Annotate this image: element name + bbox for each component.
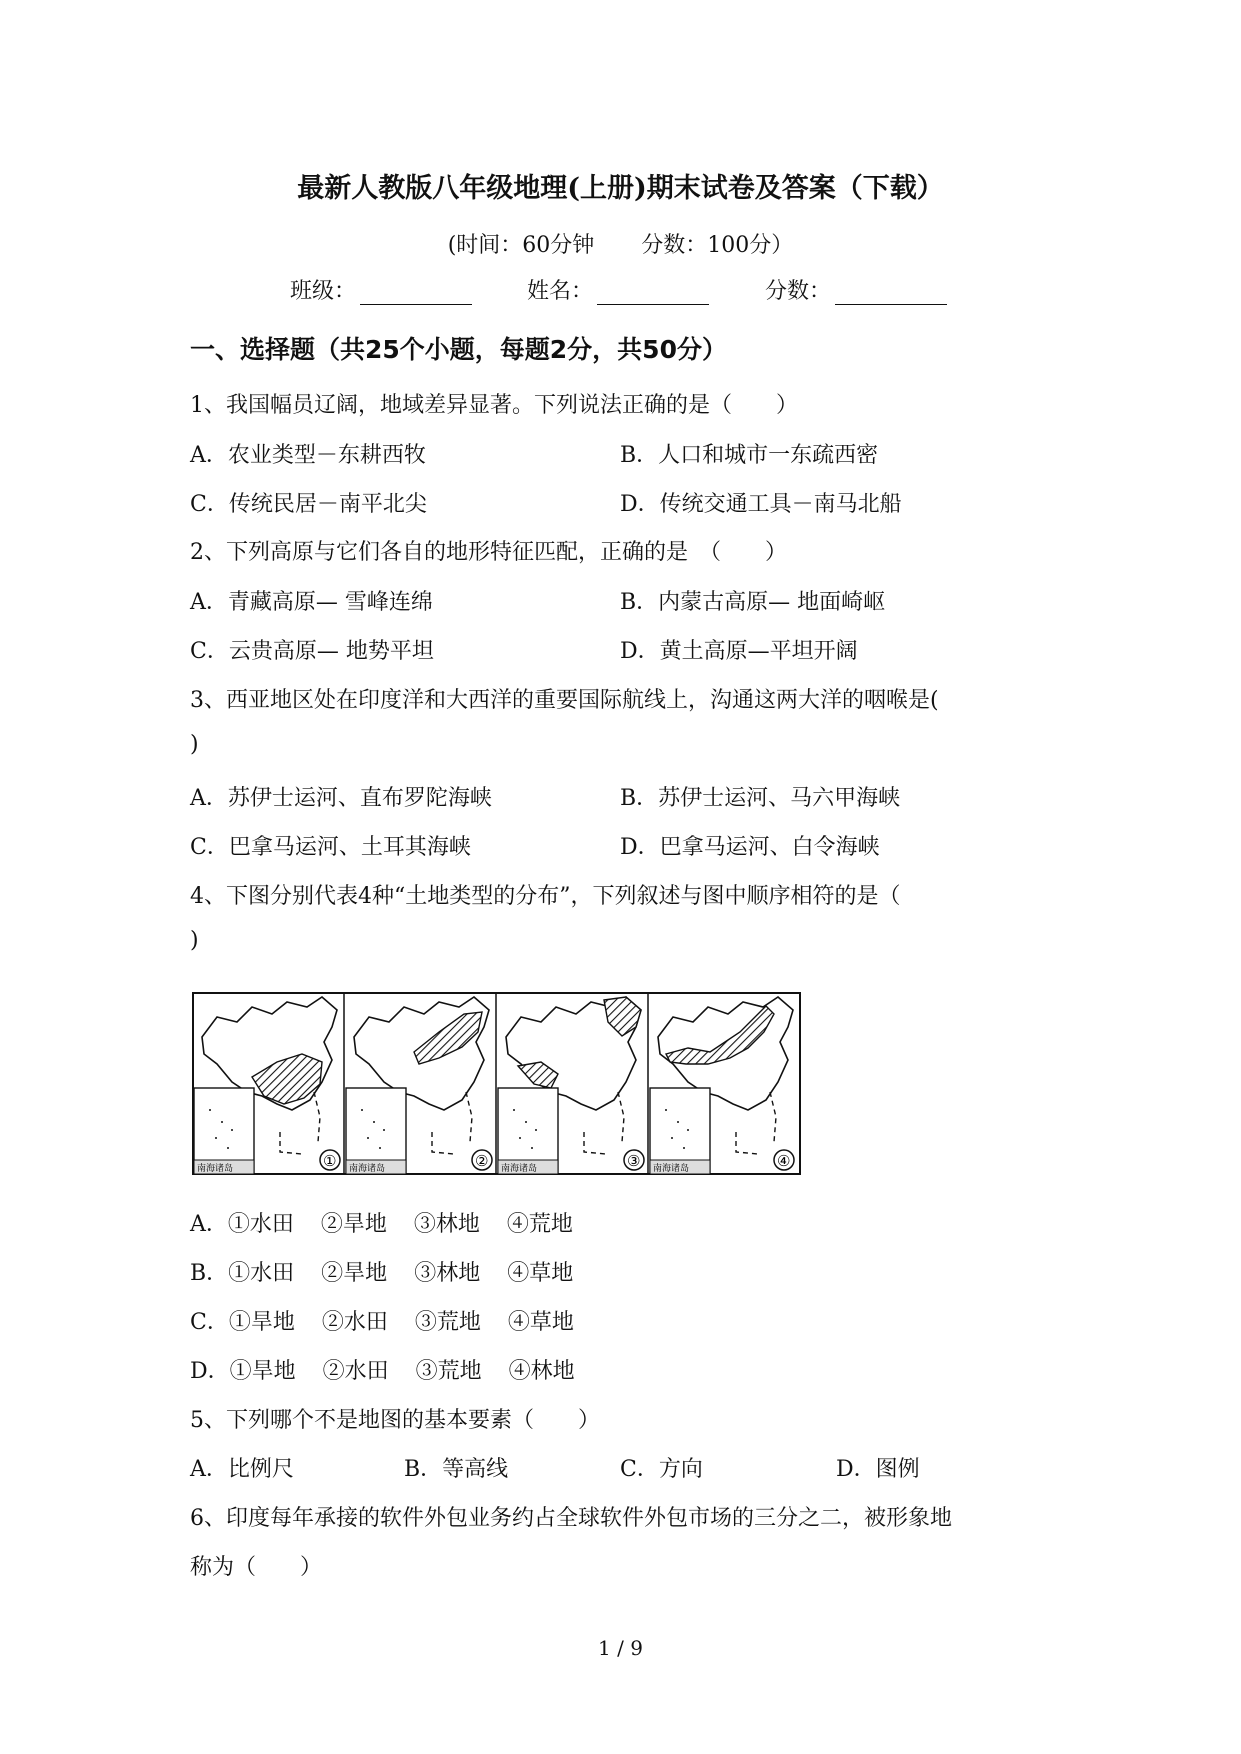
q5-option-c: C．方向 — [620, 1457, 703, 1482]
map1-inset-label: 南海诸岛 — [197, 1164, 234, 1174]
q5-option-d: D．图例 — [836, 1457, 920, 1482]
q2-option-d: D．黄土高原—平坦开阔 — [620, 639, 858, 664]
map-number-3: ③ — [627, 1152, 641, 1170]
exam-info — [0, 228, 1241, 259]
q3-option-b: B．苏伊士运河、马六甲海峡 — [620, 786, 901, 811]
map2-inset-label: 南海诸岛 — [349, 1164, 386, 1174]
q4d-part3: ③荒地 — [415, 1359, 482, 1384]
q4c-part3: ③荒地 — [414, 1310, 481, 1335]
question-1-stem: 1、我国幅员辽阔，地域差异显著。下列说法正确的是（ ） — [190, 393, 798, 418]
score-field — [765, 274, 947, 305]
question-3-stem-cont: ) — [190, 732, 199, 757]
q2-option-b: B．内蒙古高原— 地面崎岖 — [620, 590, 886, 615]
q4c-part2: ②水田 — [321, 1310, 388, 1335]
q4-option-b — [190, 1256, 573, 1287]
class-field — [290, 274, 472, 305]
q4a-part3: ③林地 — [413, 1212, 480, 1237]
q4a-part2: ②旱地 — [320, 1212, 387, 1237]
question-4-stem-cont: ) — [190, 928, 199, 953]
q4d-part4: ④林地 — [508, 1359, 575, 1384]
name-label: 姓名： — [527, 279, 594, 304]
q4a-part4: ④荒地 — [506, 1212, 573, 1237]
q3-option-a: A．苏伊士运河、直布罗陀海峡 — [190, 786, 492, 811]
q3-option-c: C．巴拿马运河、土耳其海峡 — [190, 835, 471, 860]
q2-option-a: A．青藏高原— 雪峰连绵 — [190, 590, 433, 615]
q4c-part4: ④草地 — [507, 1310, 574, 1335]
map-number-4: ④ — [777, 1152, 791, 1170]
map-number-1: ① — [323, 1152, 337, 1170]
section-heading: 一、选择题（共25个小题，每题2分，共50分） — [190, 335, 727, 364]
name-blank[interactable] — [597, 278, 709, 305]
question-2-stem: 2、下列高原与它们各自的地形特征匹配，正确的是 （ ） — [190, 540, 787, 565]
page-number: 1 / 9 — [598, 1636, 643, 1660]
q5-option-b: B．等高线 — [404, 1457, 509, 1482]
q4b-part3: ③林地 — [414, 1261, 481, 1286]
page-title: 最新人教版八年级地理(上册)期末试卷及答案（下载） — [297, 173, 944, 204]
q4-option-c — [190, 1305, 574, 1336]
q2-option-c: C．云贵高原— 地势平坦 — [190, 639, 434, 664]
map-number-2: ② — [475, 1152, 489, 1170]
q4a-part1: A．①水田 — [190, 1212, 294, 1237]
land-type-maps-figure — [192, 992, 801, 1175]
name-field — [527, 274, 709, 305]
q3-option-d: D．巴拿马运河、白令海峡 — [620, 835, 880, 860]
question-6-stem: 6、印度每年承接的软件外包业务约占全球软件外包市场的三分之二，被形象地 — [190, 1506, 952, 1531]
question-3-stem: 3、西亚地区处在印度洋和大西洋的重要国际航线上，沟通这两大洋的咽喉是( — [190, 688, 939, 713]
map3-inset-label: 南海诸岛 — [501, 1164, 538, 1174]
q4-option-a — [190, 1207, 573, 1238]
q4b-part4: ④草地 — [507, 1261, 574, 1286]
q4b-part2: ②旱地 — [321, 1261, 388, 1286]
question-5-stem: 5、下列哪个不是地图的基本要素（ ） — [190, 1408, 600, 1433]
q1-option-d: D．传统交通工具－南马北船 — [620, 492, 902, 517]
question-4-stem: 4、下图分别代表4种“土地类型的分布”，下列叙述与图中顺序相符的是（ — [190, 884, 901, 909]
map4-inset-label: 南海诸岛 — [653, 1164, 690, 1174]
q4d-part2: ②水田 — [322, 1359, 389, 1384]
score-blank[interactable] — [835, 278, 947, 305]
exam-total-score: 分数：100分） — [641, 233, 794, 258]
score-label: 分数： — [765, 279, 832, 304]
class-label: 班级： — [290, 279, 357, 304]
q5-option-a: A．比例尺 — [190, 1457, 294, 1482]
q1-option-b: B．人口和城市一东疏西密 — [620, 443, 879, 468]
q4c-part1: C．①旱地 — [190, 1310, 295, 1335]
q1-option-c: C．传统民居－南平北尖 — [190, 492, 427, 517]
exam-time: (时间：60分钟 — [447, 233, 595, 258]
class-blank[interactable] — [360, 278, 472, 305]
q4b-part1: B．①水田 — [190, 1261, 295, 1286]
q4-option-d — [190, 1354, 575, 1385]
q4d-part1: D．①旱地 — [190, 1359, 296, 1384]
question-6-stem-cont: 称为（ ） — [190, 1555, 323, 1580]
q1-option-a: A．农业类型－东耕西牧 — [190, 443, 426, 468]
